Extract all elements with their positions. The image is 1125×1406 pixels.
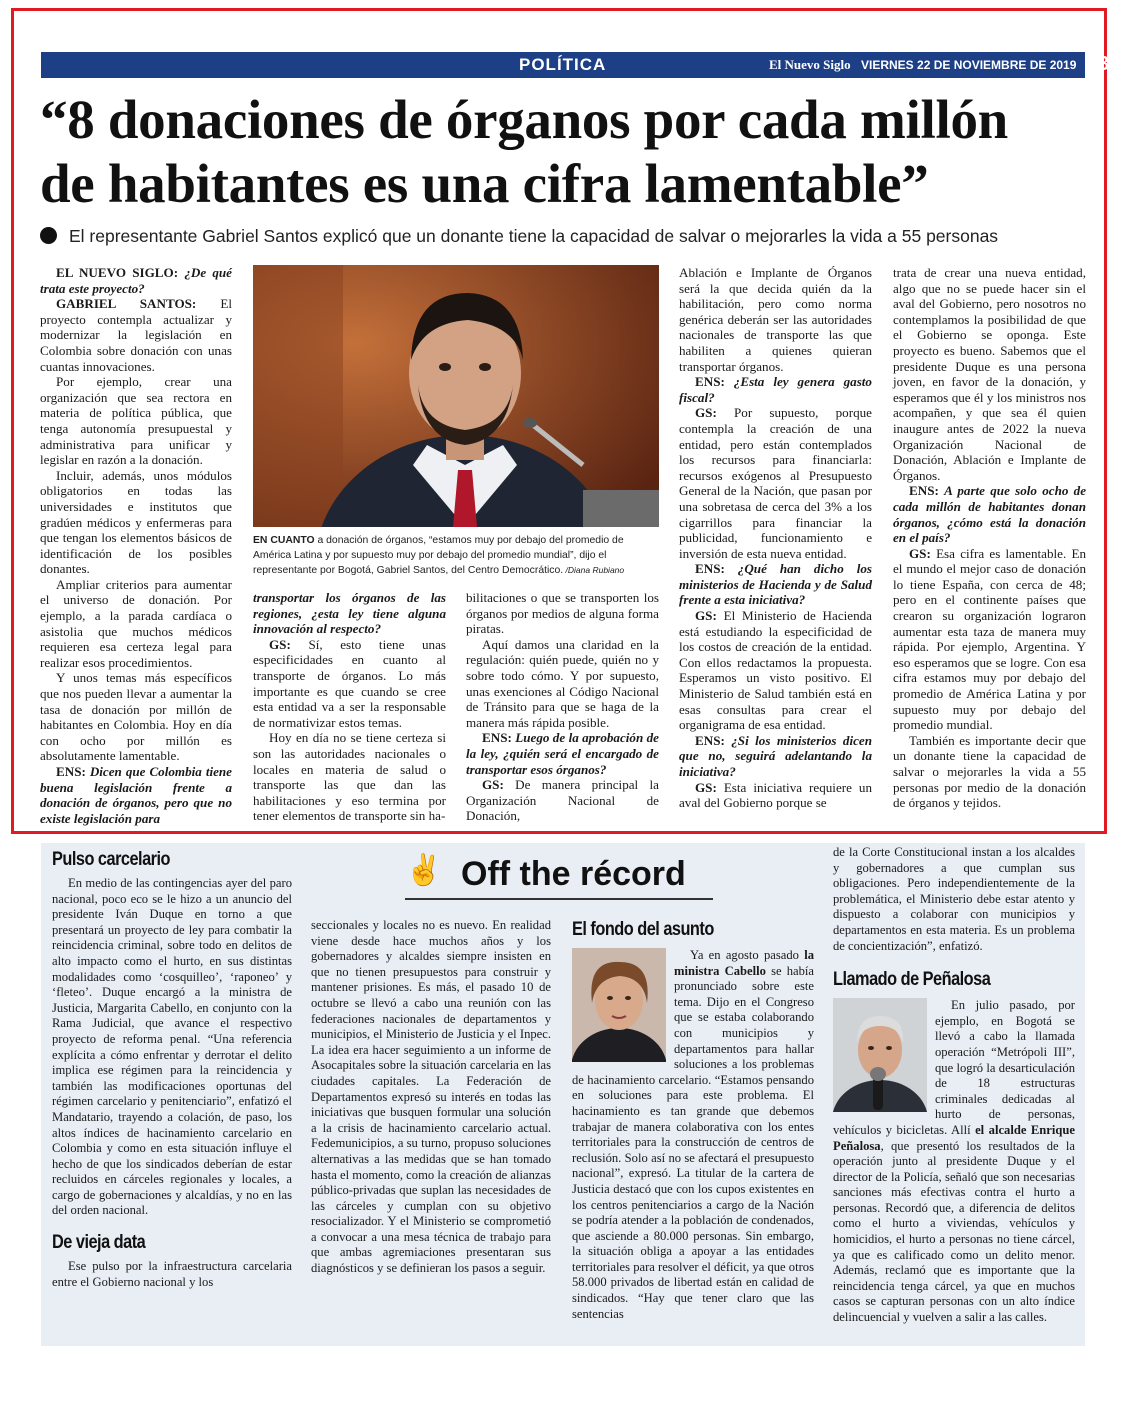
article-paragraph <box>40 374 232 468</box>
article-paragraph <box>466 730 659 777</box>
article-paragraph <box>893 483 1086 545</box>
article-column-5 <box>893 265 1086 811</box>
vieja-text-1: Ese pulso por la infraestructura carcelaria entre el Gobierno nacional y los <box>52 1259 292 1289</box>
question-text: ¿Qué han dicho los ministerios de Hacienda y de Salud frente a esta iniciativa? <box>679 561 872 608</box>
answer-text: bilitaciones o que se transporten los órganos por medios de alguna forma piratas. <box>466 590 659 637</box>
otr-column-1 <box>52 848 292 1290</box>
article-paragraph <box>893 733 1086 811</box>
otr-column-4 <box>833 845 1075 1326</box>
vieja-title: De vieja data <box>52 1232 146 1254</box>
speaker-label: ENS: <box>695 732 732 748</box>
article-paragraph <box>679 561 872 608</box>
cabello-photo <box>572 948 666 1062</box>
question-text: ¿Si los ministerios dicen que no, seguirá adelantando la iniciativa? <box>679 732 872 779</box>
question-text: Luego de la aprobación de la ley, ¿quién será el encargado de transportar esos órganos? <box>466 730 659 777</box>
article-paragraph <box>466 777 659 824</box>
article-paragraph <box>679 374 872 405</box>
victory-hand-icon: ✌ <box>405 854 443 887</box>
page-header-band <box>41 52 1124 78</box>
article-paragraph <box>893 265 1086 483</box>
article-paragraph <box>40 764 232 826</box>
deck-text: El representante Gabriel Santos explicó que un donante tiene la capacidad de salvar o mejorarles la vida a 55 personas <box>69 226 999 246</box>
fondo-text-a: Ya en agosto pasado <box>690 948 805 962</box>
vieja-text-2: seccionales y locales no es nuevo. En realidad viene desde hace muchos años y los gobernadores y alcaldes siempre insisten en que no tienen presupuestos para construir y mantener prisiones. Es más, el pasado 10 de octubre se llevó a cabo una reunión con las federaciones nacionales de departamentos y municipios, el Ministerio de Justicia y el Inpec. La idea era hacer seguimiento a un informe de Asocapitales sobre la situación carcelaria en las ciudades capitales. La Federación de Departamentos expresó su interés en todas las iniciativas que busquen formular una solución a la crisis de hacinamiento carcelario actual. Fedemunicipios, a su turno, propuso soluciones alternativas a las medidas que se han tomado hasta el momento, como la creación de alianzas público-privadas que suplan las necesidades de las cárceles y cumplan con su objetivo resocializador. Y el Ministerio se comprometió a convocar a una mesa técnica de trabajo para que ambas agremiaciones presentaran sus diagnósticos y se definieran los pasos a seguir. <box>311 918 551 1276</box>
speaker-label: GS: <box>909 545 937 561</box>
issue-date: VIERNES 22 DE NOVIEMBRE DE 2019 <box>861 58 1077 72</box>
penalosa-bold: el alcalde Enrique Peñalosa <box>833 1122 1075 1153</box>
speaker-label: ENS: <box>482 730 516 746</box>
answer-text: De manera principal la Organización Nacional de Donación, <box>466 777 659 824</box>
answer-text: Ablación e Implante de Órganos será la que decida quién da la habilitación, pero como norma genérica deberán ser las autoridades nacionales de transporte las que habiliten a quienes quieran transportar órganos. <box>679 265 872 374</box>
question-text: ¿Esta ley genera gasto fiscal? <box>679 374 872 405</box>
speaker-label: ENS: <box>695 374 734 390</box>
article-paragraph <box>40 577 232 671</box>
deck <box>40 226 1100 247</box>
pulso-title: Pulso carcelario <box>52 849 170 870</box>
article-paragraph <box>40 670 232 764</box>
article-paragraph <box>679 405 872 561</box>
answer-text: También es importante decir que un donante tiene la capacidad de salvar o mejorarles la vida a 55 personas por medio de la donación de órganos y tejidos. <box>893 732 1086 811</box>
pulso-text: En medio de las contingencias ayer del paro nacional, poco eco se le hizo a un anuncio del presidente Iván Duque en torno a que presentará un proyecto de ley para combatir la reincidencia criminal, sobre todo en delitos de alto impacto como el hurto, en sus distintas modalidades como ‘cosquilleo’, ‘raponeo’ y ‘fleteo’. Duque encargó a la ministra de Justicia, Margarita Cabello, en conjunto con la Rama Judicial, que avance el respectivo proyecto de reforma penal. “Una referencia explícita a cómo enfrentar y derrotar el delito implica ese régimen para la reincidencia y también las modificaciones oportunas del régimen carcelario y penitenciario”, enfatizó el Mandatario, trayendo a colación, de paso, los altos índices de hacinamiento carcelario en Colombia y como en esta situación influye el hecho de que los sindicados deberían de estar recluidos en cárceles regionales y locales, a cargo de gobernaciones y alcaldías, y no en las del orden nacional. <box>52 876 292 1218</box>
column-4-top-text: de la Corte Constitucional instan a los alcaldes y gobernadores a que cumplan sus obligaciones. Pero independientemente de la problemática, el Ministerio debe estar atento y dispuesto a colaborar con municipios y departamentos en esta materia. Es un problema de concientización”, enfatizó. <box>833 845 1075 953</box>
answer-text: El Ministerio de Hacienda está estudiando la especificidad de los costos de creación de la entidad. Con ellos redactamos la propuesta. Esperamos un visto positivo. El Ministerio de Salud también está en esas consultas para crear el organigrama de esa entidad. <box>679 608 872 733</box>
article-paragraph <box>679 265 872 374</box>
article-paragraph <box>466 637 659 731</box>
fondo-title: El fondo del asunto <box>572 919 714 940</box>
otr-column-2 <box>311 918 551 1277</box>
speaker-label: ENS: <box>909 483 945 499</box>
speaker-label: GS: <box>695 779 724 795</box>
question-text: ¿De qué trata este proyecto? <box>40 265 232 296</box>
caption-text: a donación de órganos, “estamos muy por debajo del promedio de América Latina y por supuesto muy por debajo del promedio mundial”, dijo el representante por Bogotá, Gabriel Santos, del Centro Democrático. <box>253 535 624 576</box>
speaker-label: GS: <box>695 405 734 421</box>
article-paragraph <box>40 296 232 374</box>
answer-text: Por supuesto, porque contempla la creación de una entidad, pero están contemplados los recursos para financiarla: recursos exógenos al Presupuesto General de la Nación, que pasan por una sobretasa de cerca del 3% a los cigarrillos para financiar la publicidad, funcionamiento e inversión de esta nueva entidad. <box>679 405 872 561</box>
penalosa-text-a: En julio pasado, por ejemplo, en Bogotá se llevó a cabo la llamada operación “Metrópoli III”, que logró la desarticulación de 18 estructuras criminales dedicadas al hurto de personas, vehículos y bicicletas. Allí <box>833 998 1075 1137</box>
fondo-text-b: se había pronunciado sobre este tema. Dijo en el Congreso que se estaba colaborando con municipios y departamentos para hallar soluciones a los problemas de hacinamiento carcelario. “Estamos pensando en soluciones para este problema. El hacinamiento es tan grande que debemos trabajar de manera colaborativa con los entes territoriales para la construcción de centros de reclusión. Solo así no se afectará el presupuesto nacional”, expresó. La titular de la cartera de Justicia destacó que con los cupos existentes en los centros penitenciarios a cargo de la Nación se podría atender a la población de condenados, que asciende a 80.000 personas. Sin embargo, la situación obliga a apoyar a las entidades territoriales para resolver el déficit, ya que otros 58.000 privados de libertad están en calidad de sindicados. “Hay que tener claro que las sentencias <box>572 963 815 1321</box>
question-text: A parte que solo ocho de cada millón de habitantes donan órganos, ¿cómo está la donación en el país? <box>893 483 1087 546</box>
answer-text: Y unos temas más específicos que nos pueden llevar a aumentar la tasa de donación por millón de habitantes en Colombia. Hoy en día con ocho por millón es absolutamente lamentable. <box>40 670 232 764</box>
article-paragraph <box>253 590 446 637</box>
headline <box>40 88 1090 216</box>
headline-line-1: “8 donaciones de órganos por cada millón <box>40 89 1008 150</box>
article-paragraph <box>679 780 872 811</box>
speaker-label: GS: <box>269 636 309 652</box>
penalosa-title: Llamado de Peñalosa <box>833 969 991 991</box>
page-number: 13A <box>1087 53 1124 75</box>
article-paragraph <box>40 265 232 296</box>
answer-text: trata de crear una nueva entidad, algo que no se puede hacer sin el aval del Gobierno, pero nosotros no contemplamos la posibilidad de que el Gobierno se oponga. Este proyecto es bueno. Sabemos que el presidente Duque es una persona joven, en favor de la donación, y esperamos que él y los ministros nos acompañen, y que sea él quien inaugure antes de 2022 la nueva Organización Nacional de Donación, Ablación e Implante de Órganos. <box>893 265 1086 483</box>
article-column-2 <box>253 590 446 824</box>
fondo-bold: la ministra Cabello <box>674 948 814 978</box>
article-paragraph <box>40 468 232 577</box>
question-text: Dicen que Colombia tiene buena legislación frente a donación de órganos, pero que no existe legislación para <box>40 764 232 826</box>
speaker-label: GS: <box>482 777 516 793</box>
title-rule <box>405 898 713 900</box>
answer-text: Esta iniciativa requiere un aval del Gobierno porque se <box>679 779 872 811</box>
otr-column-3 <box>572 918 814 1322</box>
article-column-1 <box>40 265 232 826</box>
article-paragraph <box>253 637 446 731</box>
article-paragraph <box>679 733 872 780</box>
article-paragraph <box>466 590 659 637</box>
answer-text: Por ejemplo, crear una organización que sea rectora en materia de política pública, que tenga autonomía presupuestal y administrativa para unificar y legislar en razón a la donación. <box>40 374 232 468</box>
article-paragraph <box>893 546 1086 733</box>
answer-text: Ampliar criterios para aumentar el universo de donación. Por ejemplo, a la parada cardíaca o asistolia que muchos médicos requieren esa certeza legal para realizar esos procedimientos. <box>40 576 232 670</box>
newspaper-name: El Nuevo Siglo <box>769 57 851 72</box>
caption-lead: EN CUANTO <box>253 535 315 546</box>
answer-text: Esa cifra es lamentable. En el mundo el mejor caso de donación lo tiene España, con cerca de 48; pero en el continente países que crearon su organización lograron aumentar esta taza de manera muy rápida. Por ejemplo, Argentina. Y eso esperamos que se logre. Con esa cifra estamos muy por debajo del promedio de América Latina y por supuesto muy por debajo del promedio mundial. <box>893 545 1086 733</box>
penalosa-photo <box>833 998 927 1112</box>
photo-caption <box>253 533 659 578</box>
speaker-label: GABRIEL SANTOS: <box>56 296 221 312</box>
answer-text: Sí, esto tiene unas especificidades en cuanto al transporte de órganos. Lo más importante es que cuando se cree esta entidad va a ser la responsable de normativizar estos temas. <box>253 636 446 730</box>
article-paragraph <box>253 730 446 824</box>
speaker-label: ENS: <box>56 764 90 779</box>
headline-line-2: de habitantes es una cifra lamentable” <box>40 153 929 214</box>
answer-text: El proyecto contempla actualizar y modernizar la legislación en Colombia sobre donación con unas cuantas innovaciones. <box>40 296 232 374</box>
bullet-icon <box>40 227 57 244</box>
portrait-photo <box>253 265 659 527</box>
article-column-4 <box>679 265 872 811</box>
speaker-label: ENS: <box>695 561 738 577</box>
off-the-record-title: Off the récord <box>461 855 686 893</box>
speaker-label: GS: <box>695 608 724 624</box>
photo-credit: /Diana Rubiano <box>563 565 625 575</box>
article-column-3 <box>466 590 659 824</box>
article-paragraph <box>679 608 872 733</box>
penalosa-text-b: , que presentó los resultados de la operación junto al presidente Duque y el director de la Policía, señaló que son necesarias sanciones más efectivas contra el hurto a personas. Recordó que, a diferencia de delitos como el hurto a viviendas, vehículos y homicidios, el hurto a personas no tiene cárcel, ya que es calificado como un delito menor. Además, reclamó que es importante que la reincidencia tenga cárcel, ya que en muchos casos se capturan personas con un alto índice delincuencial y vuelven a salir a las calles. <box>833 1138 1075 1325</box>
answer-text: Hoy en día no se tiene certeza si son las autoridades nacionales o locales en materia de salud o transporte las que dan las habilitaciones y eso termina por tener elementos de transporte sin ha- <box>253 730 446 824</box>
speaker-label: EL NUEVO SIGLO: <box>56 265 185 280</box>
answer-text: Incluir, además, unos módulos obligatorios en todas las universidades e institutos que gradúen médicos y enfermeras para que tengan los elementos básicos de identificación de los posibles donantes. <box>40 467 232 577</box>
section-label: POLÍTICA <box>519 55 607 74</box>
question-text: transportar los órganos de las regiones, ¿esta ley tiene alguna innovación al respecto? <box>253 590 446 637</box>
answer-text: Aquí damos una claridad en la regulación: quién puede, quién no y sobre todo cómo. Y por supuesto, unas exenciones al Código Nacional de Tránsito para que se haga de la manera más rápida posible. <box>466 636 659 730</box>
